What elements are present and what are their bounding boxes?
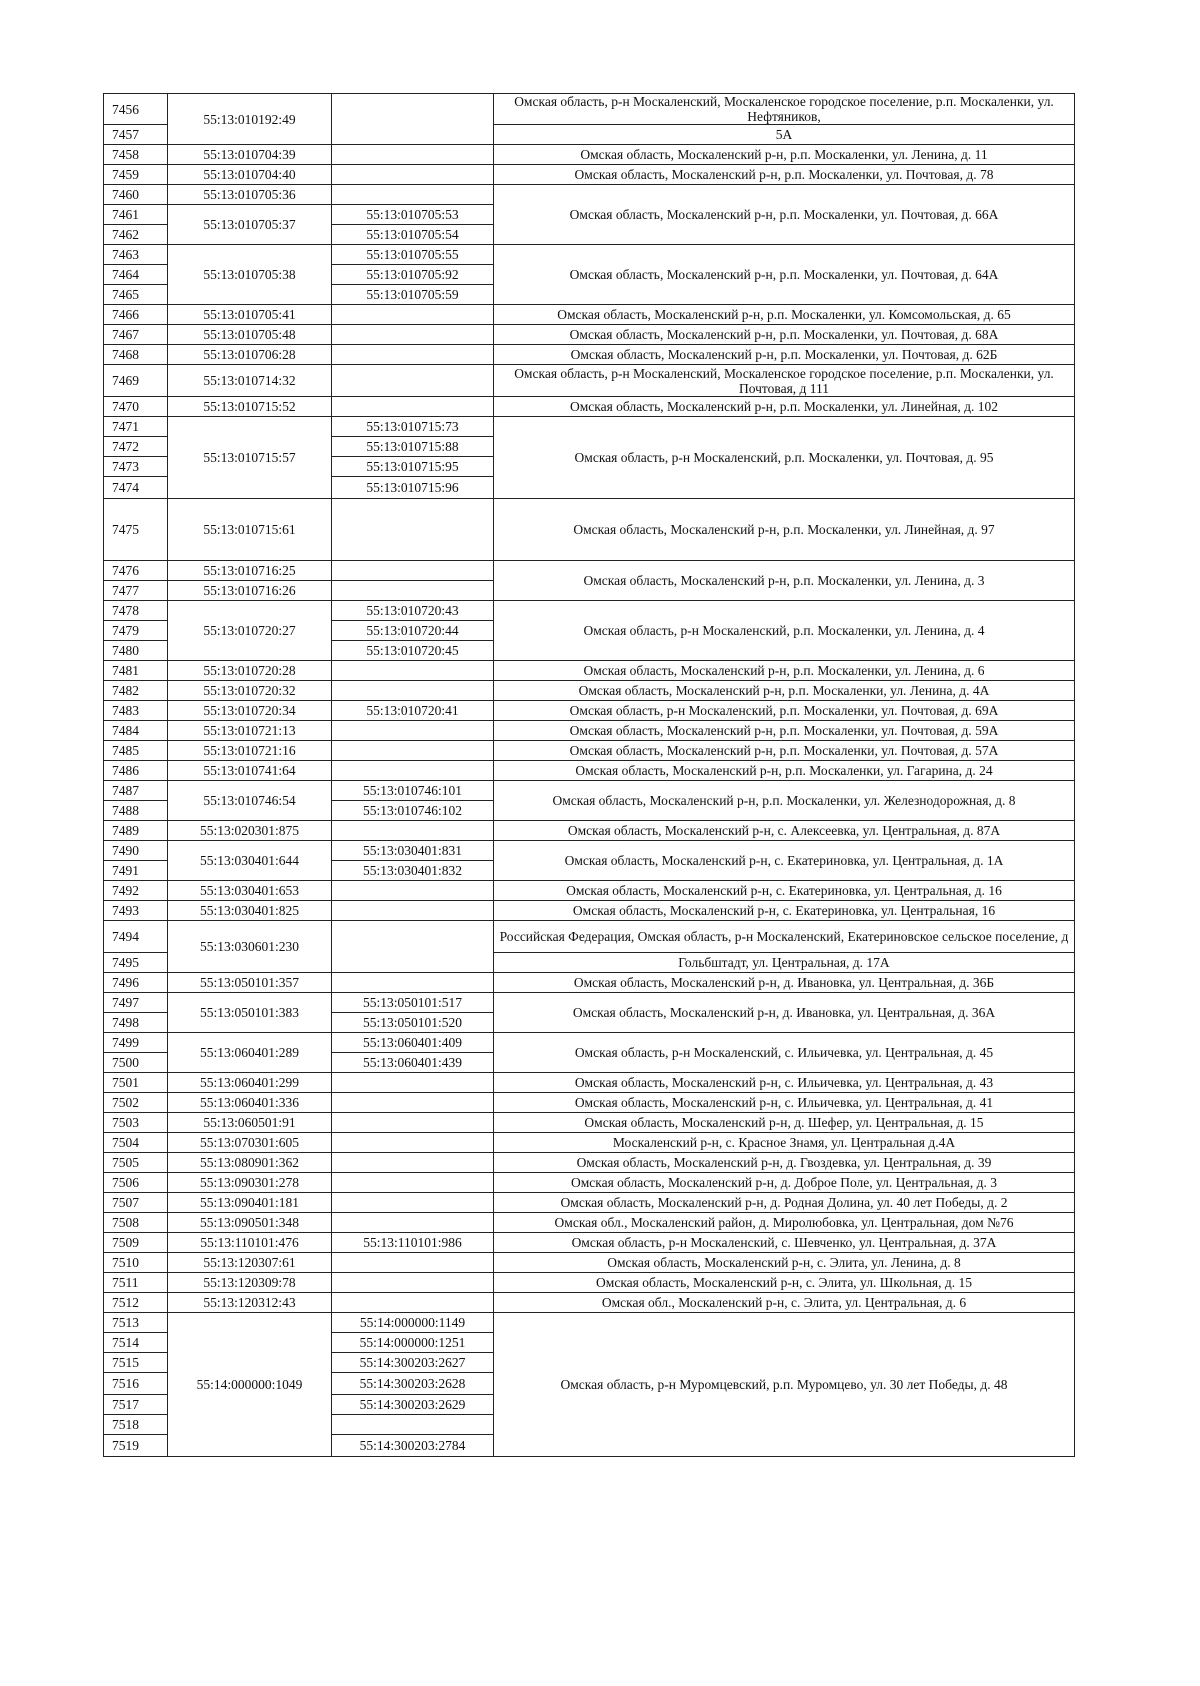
row-number: 7470 [104,397,168,417]
row-number: 7463 [104,245,168,265]
sub-parcel-number-cell: 55:13:010720:43 [332,601,494,621]
table-row [104,1193,1075,1213]
parcel-number-cell: 55:13:090501:348 [168,1213,332,1233]
address-cell: Омская область, Москаленский р-н, с. Екатериновка, ул. Центральная, д. 1А [494,841,1075,881]
address-cell: Москаленский р-н, с. Красное Знамя, ул. Центральная д.4А [494,1133,1075,1153]
sub-parcel-number-cell: 55:14:000000:1149 [332,1313,494,1333]
address-cell: Российская Федерация, Омская область, р-н Москаленский, Екатериновское сельское поселение, д [494,921,1075,953]
row-number: 7474 [104,477,168,499]
row-number: 7510 [104,1253,168,1273]
row-number: 7501 [104,1073,168,1093]
address-cell: Омская область, р-н Москаленский, Москаленское городское поселение, р.п. Москаленки, ул. Почтовая, д 111 [494,365,1075,397]
address-cell: Омская область, р-н Москаленский, Москаленское городское поселение, р.п. Москаленки, ул. Нефтяников, [494,94,1075,125]
table-row [104,397,1075,417]
sub-parcel-number-cell: 55:13:050101:520 [332,1013,494,1033]
table-row [104,1033,1075,1053]
sub-parcel-number-cell [332,761,494,781]
parcel-number-cell: 55:13:060401:289 [168,1033,332,1073]
table-row [104,1093,1075,1113]
sub-parcel-number-cell [332,1073,494,1093]
parcel-number-cell: 55:13:010715:52 [168,397,332,417]
row-number: 7482 [104,681,168,701]
parcel-number-cell: 55:13:030601:230 [168,921,332,973]
table-row [104,145,1075,165]
sub-parcel-number-cell: 55:13:010715:96 [332,477,494,499]
row-number: 7464 [104,265,168,285]
address-cell: Омская область, р-н Муромцевский, р.п. Муромцево, ул. 30 лет Победы, д. 48 [494,1313,1075,1457]
table-body [104,94,1075,1457]
row-number: 7495 [104,953,168,973]
table-row [104,561,1075,581]
table-row [104,365,1075,397]
sub-parcel-number-cell [332,1253,494,1273]
table-row [104,245,1075,265]
address-cell: Омская область, Москаленский р-н, р.п. Москаленки, ул. Линейная, д. 97 [494,499,1075,561]
sub-parcel-number-cell [332,1153,494,1173]
address-cell: Омская область, Москаленский р-н, р.п. Москаленки, ул. Ленина, д. 11 [494,145,1075,165]
cadastral-table [103,93,1075,1457]
row-number: 7475 [104,499,168,561]
parcel-number-cell: 55:13:030401:644 [168,841,332,881]
sub-parcel-number-cell: 55:13:010715:88 [332,437,494,457]
row-number: 7504 [104,1133,168,1153]
sub-parcel-number-cell: 55:13:010746:102 [332,801,494,821]
parcel-number-cell: 55:13:060401:336 [168,1093,332,1113]
address-cell: Омская область, Москаленский р-н, д. Родная Долина, ул. 40 лет Победы, д. 2 [494,1193,1075,1213]
sub-parcel-number-cell [332,681,494,701]
table-row [104,305,1075,325]
row-number: 7457 [104,125,168,145]
address-cell: Омская область, Москаленский р-н, р.п. Москаленки, ул. Железнодорожная, д. 8 [494,781,1075,821]
parcel-number-cell: 55:13:050101:383 [168,993,332,1033]
parcel-number-cell: 55:13:010720:27 [168,601,332,661]
sub-parcel-number-cell [332,721,494,741]
sub-parcel-number-cell: 55:13:030401:831 [332,841,494,861]
row-number: 7472 [104,437,168,457]
sub-parcel-number-cell [332,145,494,165]
address-cell: Омская область, р-н Москаленский, р.п. Москаленки, ул. Почтовая, д. 95 [494,417,1075,499]
row-number: 7466 [104,305,168,325]
parcel-number-cell: 55:13:010705:38 [168,245,332,305]
row-number: 7508 [104,1213,168,1233]
sub-parcel-number-cell: 55:13:010720:45 [332,641,494,661]
row-number: 7515 [104,1353,168,1373]
address-cell: Омская обл., Москаленский р-н, с. Элита, ул. Центральная, д. 6 [494,1293,1075,1313]
parcel-number-cell: 55:13:120309:78 [168,1273,332,1293]
row-number: 7518 [104,1415,168,1435]
address-cell: Омская область, Москаленский р-н, р.п. Москаленки, ул. Ленина, д. 4А [494,681,1075,701]
row-number: 7469 [104,365,168,397]
row-number: 7478 [104,601,168,621]
parcel-number-cell: 55:13:010720:28 [168,661,332,681]
row-number: 7476 [104,561,168,581]
sub-parcel-number-cell [332,921,494,973]
parcel-number-cell: 55:13:120307:61 [168,1253,332,1273]
sub-parcel-number-cell [332,1193,494,1213]
sub-parcel-number-cell: 55:13:010720:44 [332,621,494,641]
parcel-number-cell: 55:13:010715:57 [168,417,332,499]
address-cell: Омская область, Москаленский р-н, с. Элита, ул. Школьная, д. 15 [494,1273,1075,1293]
row-number: 7459 [104,165,168,185]
sub-parcel-number-cell [332,741,494,761]
sub-parcel-number-cell: 55:13:010705:92 [332,265,494,285]
row-number: 7488 [104,801,168,821]
sub-parcel-number-cell [332,1133,494,1153]
row-number: 7484 [104,721,168,741]
row-number: 7491 [104,861,168,881]
sub-parcel-number-cell [332,581,494,601]
table-row [104,325,1075,345]
row-number: 7509 [104,1233,168,1253]
table-row [104,1313,1075,1333]
sub-parcel-number-cell [332,1273,494,1293]
table-row [104,993,1075,1013]
sub-parcel-number-cell [332,325,494,345]
row-number: 7500 [104,1053,168,1073]
parcel-number-cell: 55:13:010741:64 [168,761,332,781]
table-row [104,499,1075,561]
sub-parcel-number-cell: 55:13:010705:59 [332,285,494,305]
address-cell: Омская область, Москаленский р-н, р.п. Москаленки, ул. Гагарина, д. 24 [494,761,1075,781]
sub-parcel-number-cell [332,1113,494,1133]
parcel-number-cell: 55:13:070301:605 [168,1133,332,1153]
address-cell: Омская область, Москаленский р-н, д. Гвоздевка, ул. Центральная, д. 39 [494,1153,1075,1173]
sub-parcel-number-cell [332,821,494,841]
table-row [104,761,1075,781]
row-number: 7489 [104,821,168,841]
row-number: 7456 [104,94,168,125]
row-number: 7507 [104,1193,168,1213]
address-cell: Омская область, Москаленский р-н, д. Шефер, ул. Центральная, д. 15 [494,1113,1075,1133]
address-cell: Омская область, Москаленский р-н, с. Ильичевка, ул. Центральная, д. 41 [494,1093,1075,1113]
sub-parcel-number-cell [332,365,494,397]
row-number: 7480 [104,641,168,661]
sub-parcel-number-cell [332,185,494,205]
parcel-number-cell: 55:13:010720:32 [168,681,332,701]
sub-parcel-number-cell [332,397,494,417]
table-row [104,1073,1075,1093]
table-row [104,94,1075,125]
sub-parcel-number-cell [332,661,494,681]
parcel-number-cell: 55:13:010715:61 [168,499,332,561]
address-cell: Омская область, Москаленский р-н, р.п. Москаленки, ул. Ленина, д. 3 [494,561,1075,601]
address-cell: Омская область, Москаленский р-н, р.п. Москаленки, ул. Линейная, д. 102 [494,397,1075,417]
sub-parcel-number-cell [332,1213,494,1233]
sub-parcel-number-cell [332,881,494,901]
address-cell: Омская область, Москаленский р-н, с. Екатериновка, ул. Центральная, д. 16 [494,881,1075,901]
address-cell: Омская обл., Москаленский район, д. Миролюбовка, ул. Центральная, дом №76 [494,1213,1075,1233]
table-row [104,601,1075,621]
row-number: 7514 [104,1333,168,1353]
sub-parcel-number-cell: 55:13:010746:101 [332,781,494,801]
table-row [104,973,1075,993]
row-number: 7483 [104,701,168,721]
table-row [104,1213,1075,1233]
table-row [104,417,1075,437]
sub-parcel-number-cell [332,1415,494,1435]
parcel-number-cell: 55:13:060401:299 [168,1073,332,1093]
address-cell: Омская область, р-н Москаленский, с. Шевченко, ул. Центральная, д. 37А [494,1233,1075,1253]
sub-parcel-number-cell: 55:14:300203:2784 [332,1435,494,1457]
parcel-number-cell: 55:13:060501:91 [168,1113,332,1133]
table-row [104,701,1075,721]
address-cell: Омская область, Москаленский р-н, р.п. Москаленки, ул. Почтовая, д. 66А [494,185,1075,245]
parcel-number-cell: 55:13:010746:54 [168,781,332,821]
sub-parcel-number-cell: 55:13:010715:73 [332,417,494,437]
row-number: 7473 [104,457,168,477]
sub-parcel-number-cell: 55:13:010705:53 [332,205,494,225]
parcel-number-cell: 55:13:010716:26 [168,581,332,601]
sub-parcel-number-cell: 55:14:000000:1251 [332,1333,494,1353]
parcel-number-cell: 55:13:010705:37 [168,205,332,245]
parcel-number-cell: 55:13:010705:36 [168,185,332,205]
row-number: 7477 [104,581,168,601]
row-number: 7471 [104,417,168,437]
table-row [104,185,1075,205]
parcel-number-cell: 55:13:010705:48 [168,325,332,345]
row-number: 7492 [104,881,168,901]
address-cell: Омская область, Москаленский р-н, р.п. Москаленки, ул. Комсомольская, д. 65 [494,305,1075,325]
row-number: 7503 [104,1113,168,1133]
row-number: 7516 [104,1373,168,1395]
address-cell: Омская область, Москаленский р-н, с. Элита, ул. Ленина, д. 8 [494,1253,1075,1273]
sub-parcel-number-cell: 55:14:300203:2629 [332,1395,494,1415]
table-row [104,1133,1075,1153]
sub-parcel-number-cell [332,345,494,365]
sub-parcel-number-cell: 55:14:300203:2627 [332,1353,494,1373]
address-cell: Омская область, р-н Москаленский, р.п. Москаленки, ул. Ленина, д. 4 [494,601,1075,661]
address-cell: Омская область, Москаленский р-н, р.п. Москаленки, ул. Почтовая, д. 59А [494,721,1075,741]
parcel-number-cell: 55:13:090401:181 [168,1193,332,1213]
sub-parcel-number-cell: 55:13:010705:55 [332,245,494,265]
sub-parcel-number-cell [332,94,494,145]
table-row [104,1113,1075,1133]
parcel-number-cell: 55:13:050101:357 [168,973,332,993]
address-cell: Омская область, Москаленский р-н, с. Ильичевка, ул. Центральная, д. 43 [494,1073,1075,1093]
row-number: 7497 [104,993,168,1013]
sub-parcel-number-cell [332,165,494,185]
row-number: 7511 [104,1273,168,1293]
row-number: 7493 [104,901,168,921]
table-row [104,841,1075,861]
row-number: 7487 [104,781,168,801]
parcel-number-cell: 55:13:010192:49 [168,94,332,145]
row-number: 7505 [104,1153,168,1173]
row-number: 7506 [104,1173,168,1193]
table-row [104,1233,1075,1253]
sub-parcel-number-cell: 55:13:010720:41 [332,701,494,721]
address-cell: Омская область, Москаленский р-н, р.п. Москаленки, ул. Почтовая, д. 78 [494,165,1075,185]
sub-parcel-number-cell [332,561,494,581]
row-number: 7486 [104,761,168,781]
table-row [104,1173,1075,1193]
address-cell: Омская область, Москаленский р-н, с. Екатериновка, ул. Центральная, 16 [494,901,1075,921]
address-cell: Омская область, Москаленский р-н, д. Доброе Поле, ул. Центральная, д. 3 [494,1173,1075,1193]
table-row [104,345,1075,365]
table-row [104,721,1075,741]
sub-parcel-number-cell: 55:13:060401:439 [332,1053,494,1073]
row-number: 7498 [104,1013,168,1033]
parcel-number-cell: 55:13:010714:32 [168,365,332,397]
row-number: 7513 [104,1313,168,1333]
table-row [104,881,1075,901]
row-number: 7458 [104,145,168,165]
parcel-number-cell: 55:13:010721:16 [168,741,332,761]
address-cell: Омская область, р-н Москаленский, р.п. Москаленки, ул. Почтовая, д. 69А [494,701,1075,721]
row-number: 7517 [104,1395,168,1415]
address-cell: Омская область, Москаленский р-н, р.п. Москаленки, ул. Почтовая, д. 62Б [494,345,1075,365]
address-cell: Омская область, Москаленский р-н, р.п. Москаленки, ул. Почтовая, д. 57А [494,741,1075,761]
parcel-number-cell: 55:13:120312:43 [168,1293,332,1313]
sub-parcel-number-cell [332,1293,494,1313]
address-cell: Гольбштадт, ул. Центральная, д. 17А [494,953,1075,973]
row-number: 7460 [104,185,168,205]
parcel-number-cell: 55:13:010705:41 [168,305,332,325]
row-number: 7479 [104,621,168,641]
parcel-number-cell: 55:13:020301:875 [168,821,332,841]
row-number: 7485 [104,741,168,761]
table-row [104,921,1075,953]
parcel-number-cell: 55:13:110101:476 [168,1233,332,1253]
sub-parcel-number-cell: 55:13:060401:409 [332,1033,494,1053]
table-row [104,901,1075,921]
table-row [104,781,1075,801]
table-row [104,661,1075,681]
sub-parcel-number-cell [332,973,494,993]
table-row [104,1273,1075,1293]
row-number: 7519 [104,1435,168,1457]
sub-parcel-number-cell [332,499,494,561]
address-cell: Омская область, Москаленский р-н, р.п. Москаленки, ул. Ленина, д. 6 [494,661,1075,681]
sub-parcel-number-cell: 55:13:110101:986 [332,1233,494,1253]
parcel-number-cell: 55:13:010704:40 [168,165,332,185]
sub-parcel-number-cell: 55:13:010715:95 [332,457,494,477]
sub-parcel-number-cell: 55:13:030401:832 [332,861,494,881]
sub-parcel-number-cell: 55:14:300203:2628 [332,1373,494,1395]
parcel-number-cell: 55:14:000000:1049 [168,1313,332,1457]
parcel-number-cell: 55:13:010706:28 [168,345,332,365]
row-number: 7481 [104,661,168,681]
sub-parcel-number-cell [332,305,494,325]
row-number: 7461 [104,205,168,225]
parcel-number-cell: 55:13:010721:13 [168,721,332,741]
row-number: 7462 [104,225,168,245]
table-row [104,1153,1075,1173]
sub-parcel-number-cell [332,901,494,921]
parcel-number-cell: 55:13:080901:362 [168,1153,332,1173]
address-cell: Омская область, Москаленский р-н, д. Ивановка, ул. Центральная, д. 36А [494,993,1075,1033]
address-cell: 5А [494,125,1075,145]
address-cell: Омская область, р-н Москаленский, с. Ильичевка, ул. Центральная, д. 45 [494,1033,1075,1073]
sub-parcel-number-cell [332,1173,494,1193]
sub-parcel-number-cell [332,1093,494,1113]
table-row [104,821,1075,841]
parcel-number-cell: 55:13:010720:34 [168,701,332,721]
table-row [104,1293,1075,1313]
address-cell: Омская область, Москаленский р-н, р.п. Москаленки, ул. Почтовая, д. 68А [494,325,1075,345]
row-number: 7499 [104,1033,168,1053]
row-number: 7496 [104,973,168,993]
table-row [104,741,1075,761]
address-cell: Омская область, Москаленский р-н, с. Алексеевка, ул. Центральная, д. 87А [494,821,1075,841]
table-row [104,1253,1075,1273]
table-row [104,681,1075,701]
table-row [104,165,1075,185]
address-cell: Омская область, Москаленский р-н, р.п. Москаленки, ул. Почтовая, д. 64А [494,245,1075,305]
sub-parcel-number-cell: 55:13:010705:54 [332,225,494,245]
row-number: 7512 [104,1293,168,1313]
row-number: 7502 [104,1093,168,1113]
address-cell: Омская область, Москаленский р-н, д. Ивановка, ул. Центральная, д. 36Б [494,973,1075,993]
parcel-number-cell: 55:13:090301:278 [168,1173,332,1193]
parcel-number-cell: 55:13:010716:25 [168,561,332,581]
row-number: 7465 [104,285,168,305]
parcel-number-cell: 55:13:030401:825 [168,901,332,921]
row-number: 7468 [104,345,168,365]
sub-parcel-number-cell: 55:13:050101:517 [332,993,494,1013]
parcel-number-cell: 55:13:030401:653 [168,881,332,901]
row-number: 7490 [104,841,168,861]
row-number: 7494 [104,921,168,953]
row-number: 7467 [104,325,168,345]
parcel-number-cell: 55:13:010704:39 [168,145,332,165]
